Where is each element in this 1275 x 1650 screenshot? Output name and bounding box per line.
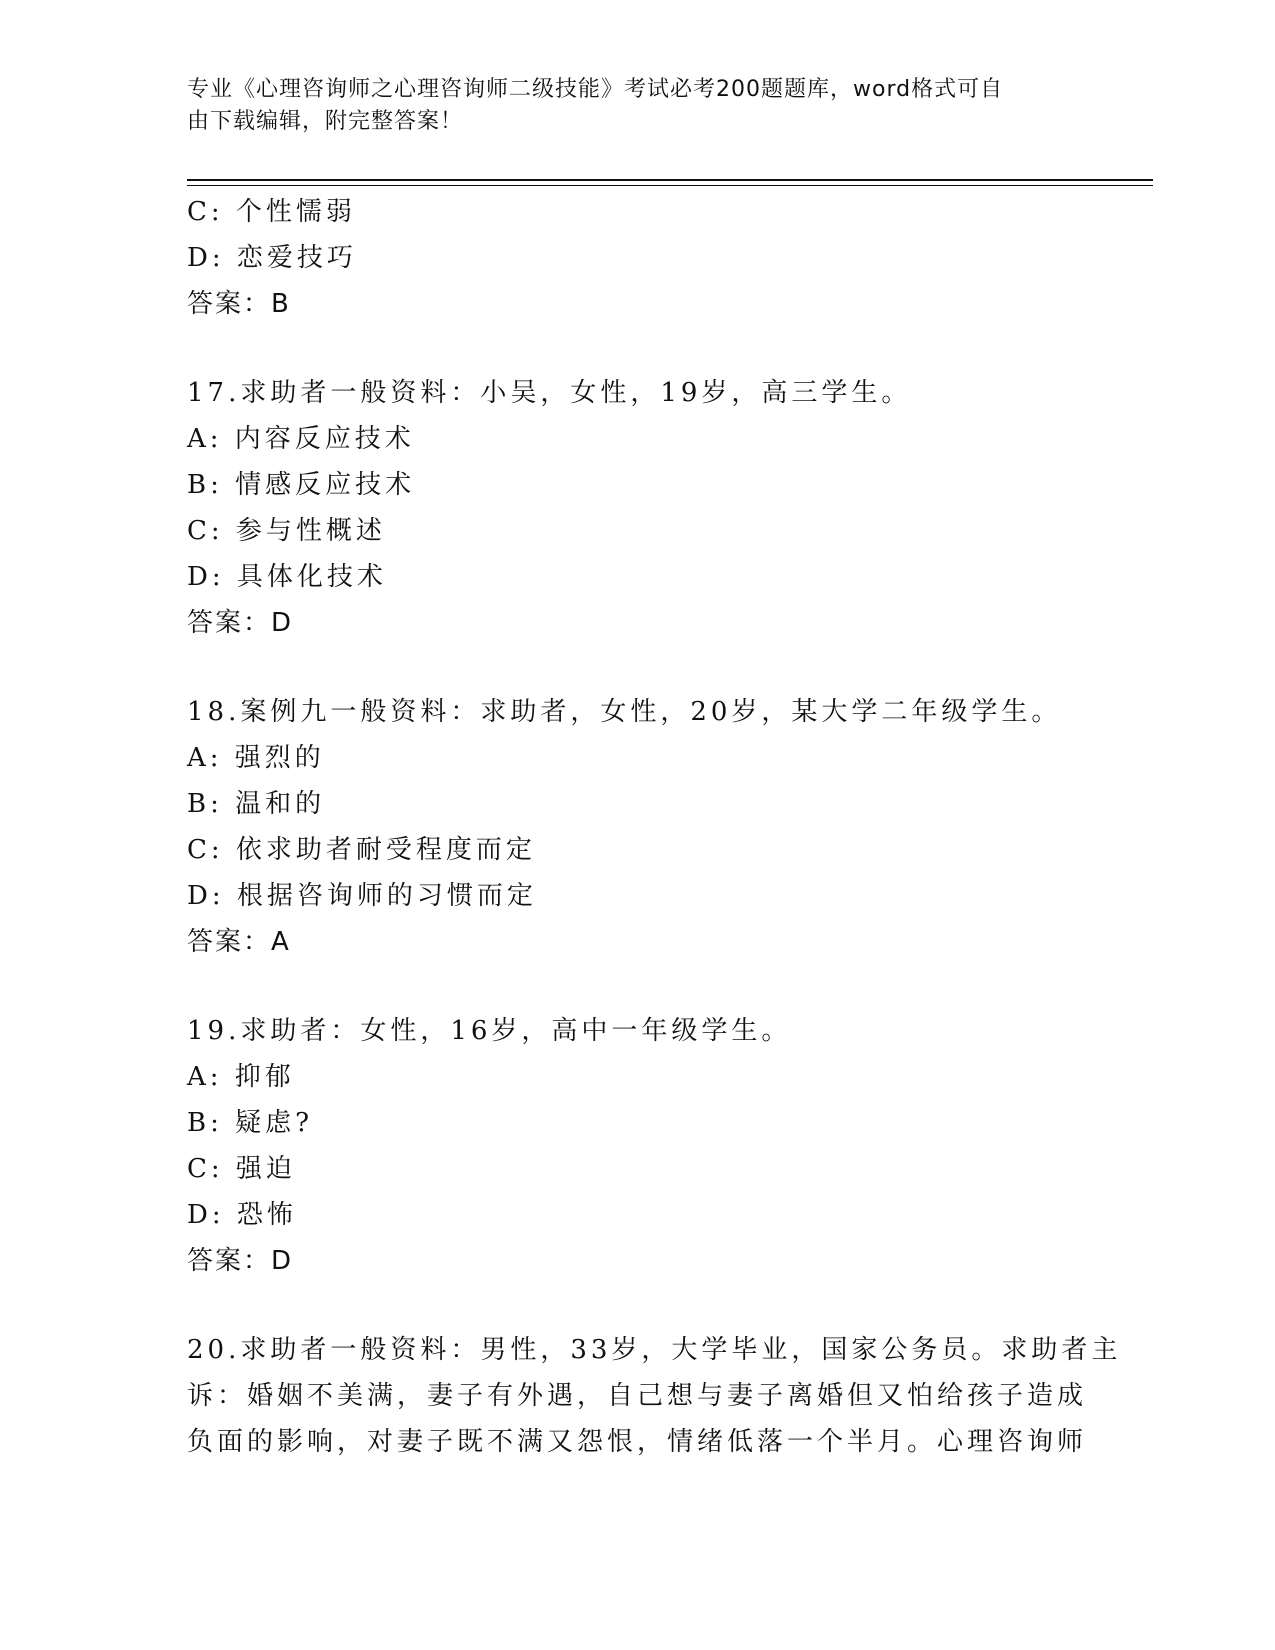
question-20 [187, 1327, 1122, 1465]
option-b: B: 温和的 [187, 789, 326, 819]
question-text-line: 20.求助者一般资料：男性，33岁，大学毕业，国家公务员。求助者主 [187, 1335, 1122, 1365]
document-header [187, 74, 1067, 138]
answer-line: 答案：B [187, 289, 291, 319]
question-text: 17.求助者一般资料：小吴，女性，19岁，高三学生。 [187, 378, 912, 408]
question-text: 18.案例九一般资料：求助者，女性，20岁，某大学二年级学生。 [187, 697, 1062, 727]
option-c: C: 依求助者耐受程度而定 [187, 835, 536, 865]
question-17 [187, 370, 1087, 646]
question-text-line: 负面的影响，对妻子既不满又怨恨，情绪低落一个半月。心理咨询师 [187, 1427, 1088, 1457]
spacer [187, 965, 1087, 1008]
question-18 [187, 689, 1087, 965]
question-content [187, 189, 1122, 1465]
question-text-line: 诉：婚姻不美满，妻子有外遇，自己想与妻子离婚但又怕给孩子造成 [187, 1381, 1088, 1411]
option-d: D: 恐怖 [187, 1200, 297, 1230]
option-a: A: 抑郁 [187, 1062, 295, 1092]
option-d: D: 具体化技术 [187, 562, 387, 592]
header-line-2: 由下载编辑，附完整答案！ [187, 109, 464, 134]
question-16-partial [187, 189, 1087, 327]
option-b: B: 疑虑? [187, 1108, 314, 1138]
option-d: D: 恋爱技巧 [187, 243, 357, 273]
answer-line: 答案：D [187, 1246, 294, 1276]
option-c: C: 个性懦弱 [187, 197, 356, 227]
question-19 [187, 1008, 1087, 1284]
option-c: C: 参与性概述 [187, 516, 386, 546]
header-divider-thick [187, 179, 1153, 181]
question-text: 19.求助者：女性，16岁，高中一年级学生。 [187, 1016, 792, 1046]
header-line-1: 专业《心理咨询师之心理咨询师二级技能》考试必考200题题库，word格式可自 [187, 77, 1004, 102]
answer-line: 答案：D [187, 608, 294, 638]
spacer [187, 646, 1087, 689]
option-d: D: 根据咨询师的习惯而定 [187, 881, 537, 911]
header-divider-thin [187, 185, 1153, 186]
option-c: C: 强迫 [187, 1154, 296, 1184]
option-b: B: 情感反应技术 [187, 470, 416, 500]
answer-line: 答案：A [187, 927, 291, 957]
option-a: A: 强烈的 [187, 743, 325, 773]
spacer [187, 1284, 1087, 1327]
spacer [187, 327, 1087, 370]
option-a: A: 内容反应技术 [187, 424, 415, 454]
